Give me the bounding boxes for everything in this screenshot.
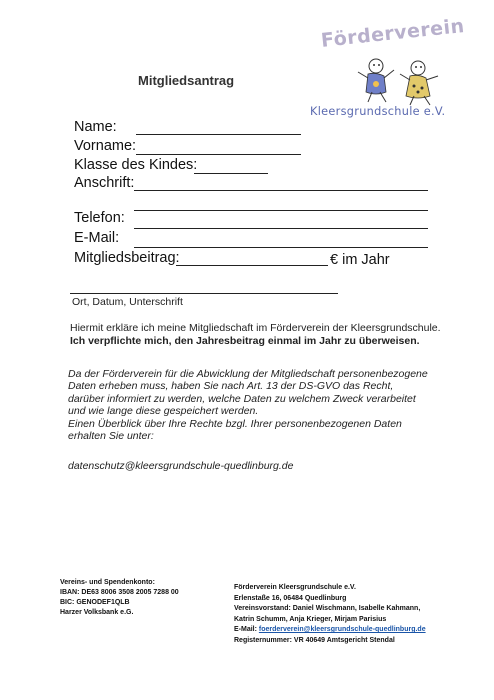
beitrag-suffix: € im Jahr (330, 252, 390, 268)
association-logo (306, 14, 474, 126)
telefon-field[interactable] (134, 228, 428, 229)
bank-line: BIC: GENODEF1QLB (60, 599, 130, 606)
anschrift-field-line1[interactable] (134, 190, 428, 191)
bank-line: Vereins- und Spendenkonto: (60, 579, 155, 586)
klasse-field[interactable] (194, 173, 268, 174)
privacy-notice (68, 368, 452, 442)
privacy-line: darüber informiert zu werden, welche Daten zu welchem Zweck verarbeitet (68, 392, 416, 405)
declaration-line2: Ich verpflichte mich, den Jahresbeitrag einmal im Jahr zu überweisen. (70, 335, 420, 347)
signature-label: Ort, Datum, Unterschrift (72, 296, 183, 308)
anschrift-label: Anschrift: (74, 175, 135, 191)
children-illustration-icon (346, 54, 446, 106)
email-field[interactable] (134, 247, 428, 248)
privacy-email-link[interactable]: datenschutz@kleersgrundschule-quedlinburg.de (68, 460, 294, 472)
contact-email-label: E-Mail: (234, 626, 259, 633)
anschrift-field-line2[interactable] (134, 210, 428, 211)
beitrag-label: Mitgliedsbeitrag: (74, 250, 180, 266)
contact-line: Vereinsvorstand: Daniel Wischmann, Isabelle Kahmann, (234, 605, 421, 612)
logo-title: Förderverein (320, 14, 466, 52)
contact-line: Erlenstaße 16, 06484 Quedlinburg (234, 594, 347, 602)
contact-email-row (234, 625, 426, 636)
contact-email-link[interactable]: foerderverein@kleersgrundschule-quedlinburg.de (258, 626, 426, 633)
vorname-label: Vorname: (74, 138, 137, 154)
logo-school-name: Kleersgrundschule e.V. (310, 105, 446, 118)
privacy-line: erhalten Sie unter: (68, 430, 154, 443)
declaration-line1: Hiermit erkläre ich meine Mitgliedschaft im Förderverein der Kleersgrundschule. (70, 322, 441, 334)
declaration-text (70, 322, 450, 348)
bank-line: Harzer Volksbank e.G. (60, 609, 134, 616)
register-number: Registernummer: VR 40649 Amtsgericht Stendal (234, 636, 395, 644)
email-label: E-Mail: (74, 230, 120, 246)
klasse-label: Klasse des Kindes: (74, 157, 198, 173)
name-field[interactable] (136, 134, 301, 135)
privacy-line: Daten erheben muss, haben Sie nach Art. 13 der DS-GVO das Recht, (68, 380, 394, 393)
beitrag-field[interactable] (176, 265, 328, 266)
signature-field[interactable] (70, 293, 338, 294)
privacy-line: Da der Förderverein für die Abwicklung der Mitgliedschaft personenbezogene (68, 368, 428, 380)
vorname-field[interactable] (136, 154, 301, 155)
contact-line: Katrin Schumm, Anja Krieger, Mirjam Parisius (234, 615, 387, 623)
name-label: Name: (74, 119, 117, 135)
privacy-line: Einen Überblick über Ihre Rechte bzgl. Ihrer personenbezogenen Daten (68, 417, 402, 430)
privacy-line: und wie lange diese gespeichert werden. (68, 405, 259, 418)
bank-line: IBAN: DE63 8006 3508 2005 7288 00 (60, 589, 179, 596)
form-title: Mitgliedsantrag (138, 73, 235, 88)
telefon-label: Telefon: (74, 210, 125, 226)
association-contact (234, 583, 426, 646)
contact-line: Förderverein Kleersgrundschule e.V. (234, 584, 356, 591)
bank-details (60, 578, 179, 618)
